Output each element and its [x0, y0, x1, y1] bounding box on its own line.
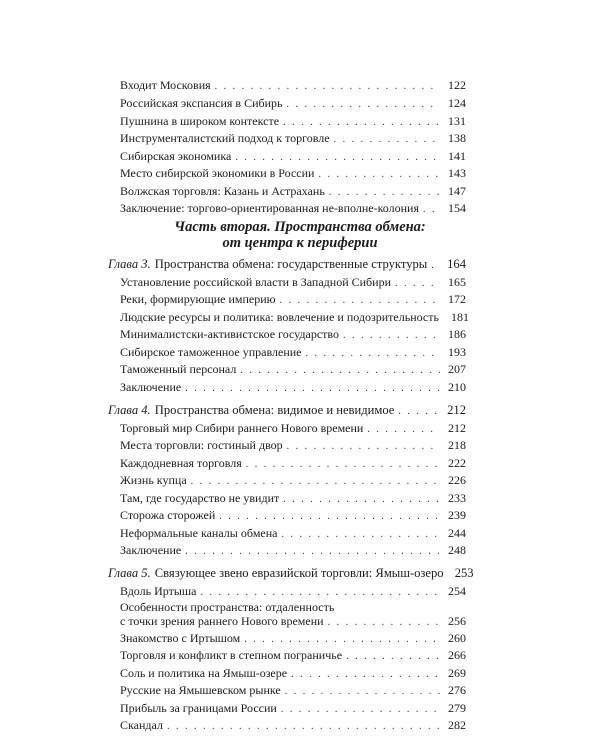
toc-entry-page: 210	[448, 380, 466, 394]
toc-entry-label: Каждодневная торговля	[120, 456, 242, 470]
part-heading-line1: Часть вторая. Пространства обмена:	[174, 219, 426, 235]
toc-entry-label: Реки, формирующие империю	[120, 292, 276, 306]
toc-entry-page: 269	[448, 666, 466, 680]
toc-entry	[0, 666, 600, 682]
toc-entry	[0, 310, 600, 326]
toc-entry-page: 122	[448, 78, 466, 92]
toc-entry-label: Место сибирской экономики в России	[120, 166, 315, 180]
toc-entry	[0, 149, 600, 165]
toc-entry-page: 138	[448, 131, 466, 145]
toc-entry-page: 131	[448, 114, 466, 128]
toc-entry	[0, 701, 600, 717]
toc-entry-label: Там, где государство не увидит	[120, 491, 280, 505]
toc-entry-label: Русские на Ямышевском рынке	[120, 683, 281, 697]
toc-entry-page: 141	[448, 149, 466, 163]
toc-entry-page: 172	[448, 292, 466, 306]
toc-entry-page: 193	[448, 345, 466, 359]
toc-entry-page: 143	[448, 166, 466, 180]
toc-entry	[0, 456, 600, 472]
toc-entry	[0, 96, 600, 112]
toc-entry-page: 226	[448, 473, 466, 487]
toc-entry-label: Заключение	[120, 543, 182, 557]
toc-entry	[0, 201, 600, 217]
toc-entry-label: Людские ресурсы и политика: вовлечение и подозрительность	[120, 310, 439, 324]
toc-entry	[0, 543, 600, 559]
toc-entry	[0, 526, 600, 542]
toc-entry-page: 165	[448, 275, 466, 289]
chapter-title: Пространства обмена: государственные структуры	[154, 257, 428, 271]
toc-entry-label: Входит Московия	[120, 78, 211, 92]
toc-entry-label: Заключение: торгово-ориентированная не-вполне-колония	[120, 201, 419, 215]
toc-entry-label: Соль и политика на Ямыш-озере	[120, 666, 288, 680]
toc-entry	[0, 718, 600, 734]
toc-entry-page: 147	[448, 184, 466, 198]
chapter-heading	[0, 403, 600, 419]
part-heading-line2: от центра к периферии	[222, 235, 378, 251]
toc-entry	[0, 491, 600, 507]
toc-entry-page: 233	[448, 491, 466, 505]
toc-entry-label: Установление российской власти в Западной Сибири	[120, 275, 392, 289]
toc-entry-page: 256	[448, 614, 466, 628]
toc-entry	[0, 275, 600, 291]
chapter-prefix: Глава 5.	[108, 566, 151, 580]
toc-entry-label: Знакомство с Иртышом	[120, 631, 241, 645]
toc-entry	[0, 327, 600, 343]
toc-entry-label: Минималистски-активистское государство	[120, 327, 339, 341]
toc-entry-label: Прибыль за границами России	[120, 701, 277, 715]
toc-entry-page: 212	[448, 421, 466, 435]
toc-entry-label: Вдоль Иртыша	[120, 584, 197, 598]
chapter-heading	[0, 257, 600, 273]
toc-entry	[0, 362, 600, 378]
chapter-title: Связующее звено евразийской торговли: Ямыш-озеро	[154, 566, 444, 580]
toc-entry-label-cont: с точки зрения раннего Нового времени	[120, 614, 324, 628]
toc-entry-page: 218	[448, 438, 466, 452]
toc-entry	[0, 78, 600, 94]
toc-entry-label: Сибирское таможенное управление	[120, 345, 302, 359]
toc-entry-page: 207	[448, 362, 466, 376]
chapter-page: 212	[447, 403, 466, 417]
toc-entry-label: Таможенный персонал	[120, 362, 237, 376]
toc-entry	[0, 184, 600, 200]
chapter-heading	[0, 566, 600, 582]
toc-entry-label: Сибирская экономика	[120, 149, 232, 163]
toc-entry-page: 276	[448, 683, 466, 697]
toc-entry	[0, 114, 600, 130]
toc-entry-label: Пушнина в широком контексте	[120, 114, 280, 128]
toc-entry	[0, 166, 600, 182]
chapter-page: 164	[447, 257, 466, 271]
toc-entry-label: Сторожа сторожей	[120, 508, 216, 522]
toc-entry-multiline	[120, 600, 466, 630]
toc-entry	[0, 631, 600, 647]
toc-entry-label: Заключение	[120, 380, 182, 394]
toc-entry-page: 239	[448, 508, 466, 522]
toc-entry-label: Торговый мир Сибири раннего Нового времени	[120, 421, 364, 435]
toc-entry-label: Торговля и конфликт в степном пограничье	[120, 648, 343, 662]
chapter-prefix: Глава 3.	[108, 257, 151, 271]
chapter-page: 253	[454, 566, 474, 580]
toc-entry	[0, 508, 600, 524]
toc-entry-page: 181	[450, 310, 469, 324]
toc-entry-page: 248	[448, 543, 466, 557]
toc-entry-label: Волжская торговля: Казань и Астрахань	[120, 184, 325, 198]
toc-entry-label: Места торговли: гостиный двор	[120, 438, 283, 452]
toc-entry-label: Скандал	[120, 718, 163, 732]
toc-entry-page: 186	[448, 327, 466, 341]
toc-entry-page: 254	[448, 584, 466, 598]
toc-entry	[0, 473, 600, 489]
toc-entry-page: 279	[448, 701, 466, 715]
toc-entry-label: Российская экспансия в Сибирь	[120, 96, 283, 110]
toc-entry-page: 282	[448, 718, 466, 732]
toc-entry	[0, 345, 600, 361]
toc-entry-page: 266	[448, 648, 466, 662]
toc-entry	[0, 131, 600, 147]
chapter-title: Пространства обмена: видимое и невидимое	[154, 403, 395, 417]
toc-entry-page: 244	[448, 526, 466, 540]
toc-entry	[0, 292, 600, 308]
toc-entry-label: Неформальные каналы обмена	[120, 526, 278, 540]
toc-entry-page: 154	[448, 201, 466, 215]
toc-entry-label: Жизнь купца	[120, 473, 187, 487]
toc-entry-page: 260	[448, 631, 466, 645]
toc-entry	[0, 380, 600, 396]
chapter-prefix: Глава 4.	[108, 403, 151, 417]
toc-entry-page: 124	[448, 96, 466, 110]
toc-entry	[0, 648, 600, 664]
toc-entry-label: Инструменталистский подход к торговле	[120, 131, 330, 145]
toc-entry-page: 222	[448, 456, 466, 470]
toc-entry	[0, 683, 600, 699]
toc-entry	[0, 421, 600, 437]
toc-entry	[0, 584, 600, 600]
toc-entry	[0, 438, 600, 454]
toc-entry-label: Особенности пространства: отдаленность	[120, 600, 335, 614]
